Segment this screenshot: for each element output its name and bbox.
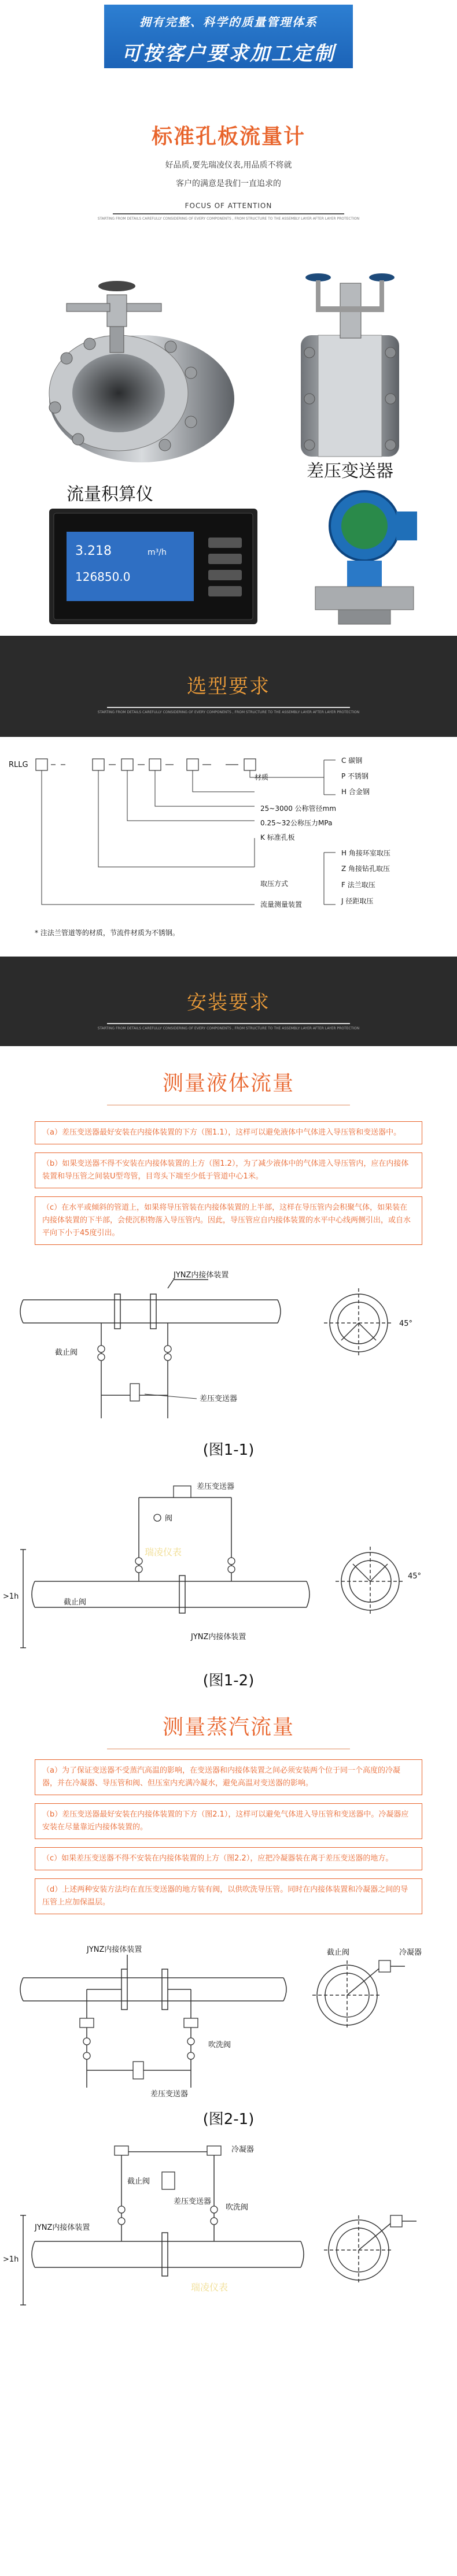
fig2-watermark: 瑞凌仪表 bbox=[145, 1547, 182, 1558]
intro-subtitle: 好品质,要先瑞凌仪表,用品质不将就 bbox=[165, 161, 292, 170]
steam-fig2-device-label: JYNZ内接体装置 bbox=[35, 2223, 90, 2232]
model-code-svg bbox=[0, 737, 457, 928]
selection-divider bbox=[107, 707, 350, 708]
fig1-device-label: JYNZ内接体装置 bbox=[174, 1271, 229, 1280]
screen-unit: m³/h bbox=[148, 548, 167, 557]
liquid-fig1-caption: (图1-1) bbox=[202, 1441, 255, 1459]
steam-fig2-height-label: >1h bbox=[3, 2255, 19, 2264]
tap-option-3: F 法兰取压 bbox=[341, 881, 375, 889]
transmitter-label: 差压变送器 bbox=[307, 461, 393, 481]
page-title: 标准孔板流量计 bbox=[151, 125, 305, 149]
steam-fig2-blow-label: 吹洗阀 bbox=[226, 2203, 249, 2212]
spec-diameter: 25~3000 公称管径mm bbox=[260, 805, 337, 813]
steam-fig2-valve-label: 截止阀 bbox=[127, 2177, 150, 2186]
steam-fig1-condenser-label: 冷凝器 bbox=[399, 1948, 422, 1957]
screen-value: 3.218 bbox=[75, 544, 112, 558]
dp-transmitter-image bbox=[292, 483, 437, 633]
intro-subtitle-2: 客户的满意是我们一直追求的 bbox=[176, 179, 281, 188]
liquid-fig2-caption: (图1-2) bbox=[202, 1672, 255, 1689]
fig1-transmitter-label: 差压变送器 bbox=[200, 1395, 238, 1403]
hero bbox=[0, 0, 457, 116]
tap-option-2: Z 角接钻孔取压 bbox=[341, 865, 390, 873]
steam-fig1-blow-label: 吹洗阀 bbox=[208, 2041, 231, 2049]
fig2-angle-label: 45° bbox=[408, 1572, 422, 1581]
hero-tagline: 拥有完整、科学的质量管理体系 bbox=[139, 15, 318, 29]
liquid-title: 测量液体流量 bbox=[162, 1072, 294, 1095]
steam-title: 测量蒸汽流量 bbox=[162, 1715, 294, 1739]
hero-headline: 可按客户要求加工定制 bbox=[121, 42, 336, 65]
liquid-section-head bbox=[0, 1046, 457, 1121]
steam-fig1-transmitter-label: 差压变送器 bbox=[150, 2090, 189, 2099]
code-prefix: RLLG bbox=[9, 761, 28, 769]
steam-note-d: （d）上述两种安装方法均在直压变送器的地方装有阀，以供吹洗导压管。同时在内接体装置和冷凝器之间的导压管上应加保温层。 bbox=[35, 1878, 422, 1914]
focus-label: FOCUS OF ATTENTION bbox=[185, 202, 272, 210]
tap-option-1: H 角接环室取压 bbox=[341, 849, 390, 857]
selection-header bbox=[0, 636, 457, 737]
install-caption: STARTING FROM DETAILS CAREFULLY CONSIDERING OF EVERY COMPONENTS , FROM STRUCTURE TO THE ASSEMBLY LAYER AFTER LAYER PROTECTION bbox=[97, 1026, 360, 1031]
focus-divider bbox=[113, 213, 344, 214]
steam-diagram-1 bbox=[0, 1932, 457, 2105]
selection-caption: STARTING FROM DETAILS CAREFULLY CONSIDERING OF EVERY COMPONENTS , FROM STRUCTURE TO THE ASSEMBLY LAYER AFTER LAYER PROTECTION bbox=[97, 710, 360, 714]
steam-fig2-transmitter-label: 差压变送器 bbox=[174, 2197, 212, 2206]
flow-totalizer-image bbox=[49, 509, 257, 624]
hero-banner bbox=[104, 5, 353, 68]
tap-method-label: 取压方式 bbox=[260, 880, 289, 888]
steam-note-b: （b）差压变送器最好安装在内接体装置的下方（图2.1），这样可以避免气体进入导压管和变送器中。冷凝器应安装在尽量靠近内接体装置的。 bbox=[35, 1803, 422, 1839]
liquid-diagram-2 bbox=[0, 1474, 457, 1659]
steam-fig1-device-label: JYNZ内接体装置 bbox=[87, 1945, 142, 1954]
screen-total: 126850.0 bbox=[75, 570, 131, 584]
fig1-valve-label: 截止阀 bbox=[55, 1348, 78, 1357]
spec-type: K 标准孔板 bbox=[260, 833, 295, 842]
calculator-label: 流量积算仪 bbox=[67, 484, 153, 505]
steam-note-c: （c）如果差压变送器不得不安装在内接体装置的上方（图2.2），应把冷凝器装在离于差压变送器的地方。 bbox=[35, 1847, 422, 1870]
model-code-diagram bbox=[0, 737, 457, 957]
spec-pressure: 0.25~32公称压力MPa bbox=[260, 819, 333, 827]
material-option-3: H 合金钢 bbox=[341, 788, 370, 796]
liquid-divider bbox=[107, 1104, 350, 1106]
measure-device-label: 流量测量装置 bbox=[260, 900, 303, 909]
material-label: 材质 bbox=[255, 773, 269, 781]
install-divider bbox=[107, 1023, 350, 1024]
liquid-note-b: （b）如果变送器不得不安装在内接体装置的上方（图1.2），为了减少液体中的气体进入导压管内，应在内接体装置和导压管之间装U型弯管，目弯头下端至少低于管道中心1米。 bbox=[35, 1152, 422, 1188]
steam-divider bbox=[107, 1748, 350, 1750]
intro bbox=[0, 116, 457, 260]
orifice-flange-image bbox=[32, 260, 240, 468]
material-option-1: C 碳钢 bbox=[341, 757, 363, 765]
steam-note-a: （a）为了保证变送器不受蒸汽高温的影响，在变送器和内接体装置之间必须安装两个位于同一个高度的冷凝器，并在冷凝器、导压管和阀、但压室内充满冷凝水，避免高温对变送器的影响。 bbox=[35, 1759, 422, 1795]
selection-note: * 注法兰管道等的材质，节流件材质为不锈钢。 bbox=[35, 929, 179, 937]
liquid-diagram-1 bbox=[0, 1268, 457, 1430]
product-photos bbox=[0, 260, 457, 636]
steam-section-head bbox=[0, 1690, 457, 1759]
fig2-transmitter-label: 差压变送器 bbox=[197, 1482, 235, 1491]
steam-fig1-valve-label: 截止阀 bbox=[327, 1948, 350, 1957]
material-option-2: P 不锈钢 bbox=[341, 772, 369, 780]
fig2-height-label: >1h bbox=[3, 1592, 19, 1601]
install-header bbox=[0, 957, 457, 1046]
selection-title: 选型要求 bbox=[187, 675, 270, 698]
fig2-shutoff-label: 截止阀 bbox=[64, 1598, 87, 1607]
steam-fig1-caption: (图2-1) bbox=[202, 2111, 255, 2128]
orifice-side-view-image bbox=[272, 260, 428, 468]
steam-fig2-condenser-label: 冷凝器 bbox=[231, 2145, 255, 2154]
fig1-angle-label: 45° bbox=[399, 1319, 413, 1328]
fig2-valve-label: 阀 bbox=[165, 1514, 173, 1523]
steam-diagram-2 bbox=[0, 2140, 457, 2308]
liquid-note-c: （c）在水平或倾斜的管道上，如果将导压管装在内接体装置的上半部，这样在导压管内会积聚气体，如果装在内接体装置的下半部，会使沉积物落入导压管内。因此，导压管应自内接体装置的水平中心线两侧引出，或自水平向下小于45度引出。 bbox=[35, 1196, 422, 1245]
fig2-device-label: JYNZ内接体装置 bbox=[191, 1633, 246, 1641]
liquid-note-a: （a）差压变送器最好安装在内接体装置的下方（图1.1），这样可以避免液体中气体进入导压管和变送器中。 bbox=[35, 1121, 422, 1144]
steam-fig2-watermark: 瑞凌仪表 bbox=[191, 2282, 228, 2293]
focus-caption: STARTING FROM DETAILS CAREFULLY CONSIDERING OF EVERY COMPONENTS , FROM STRUCTURE TO THE ASSEMBLY LAYER AFTER LAYER PROTECTION bbox=[97, 217, 360, 221]
tap-option-4: J 径距取压 bbox=[341, 897, 374, 905]
install-title: 安装要求 bbox=[187, 991, 270, 1014]
